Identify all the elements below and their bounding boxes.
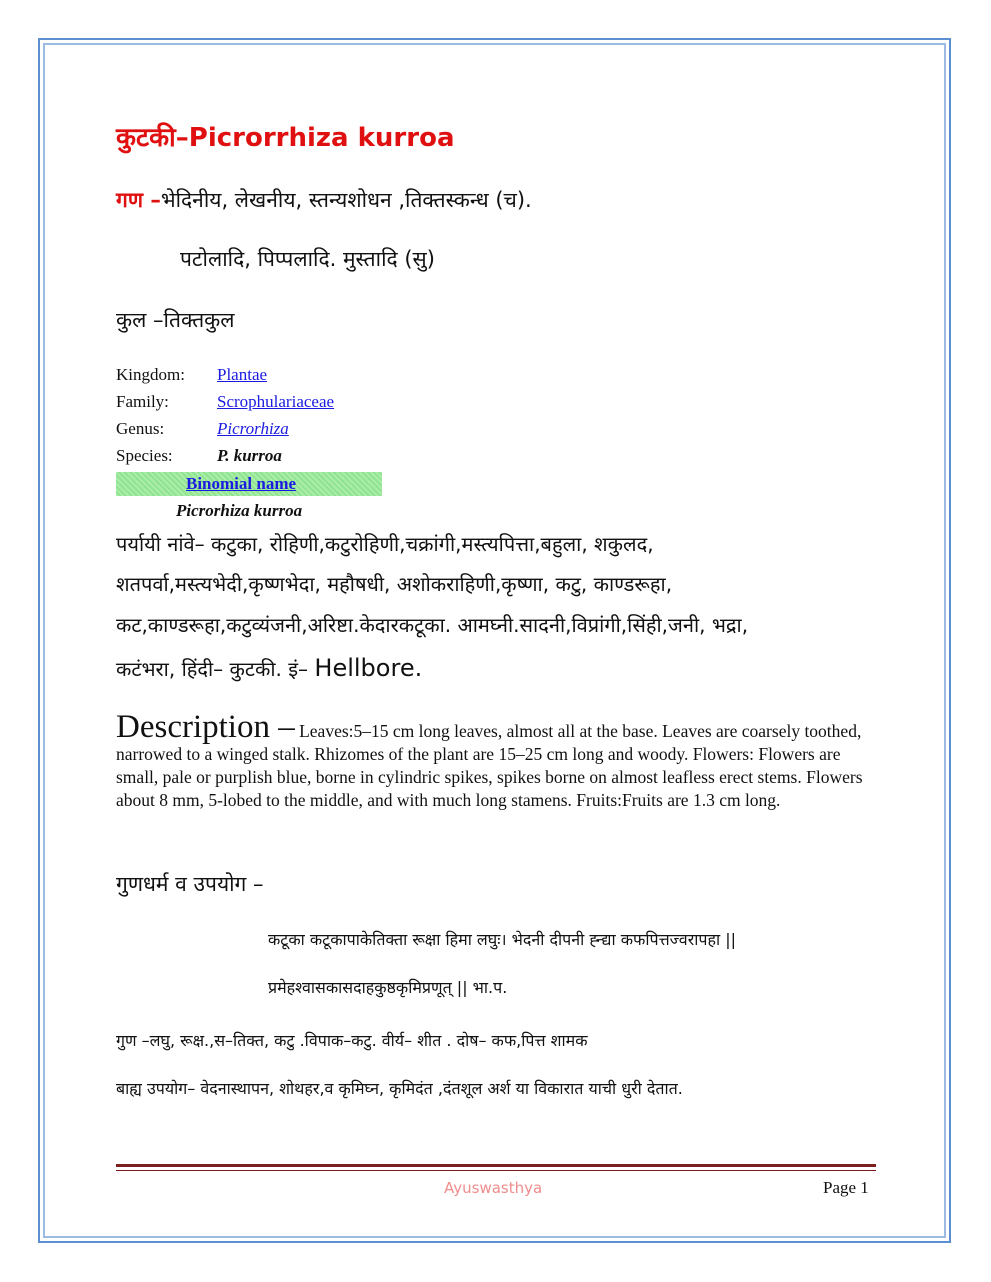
synonyms-line-4: [116, 654, 422, 682]
footer-rule-thick: [116, 1164, 876, 1167]
binomial-name-link[interactable]: Binomial name: [186, 474, 297, 493]
synonyms-line-3: कट,काण्डरूहा,कटुव्यंजनी,अरिष्टा.केदारकटूका. आमघ्नी.सादनी,विप्रांगी,सिंही,जनी, भद्रा,: [116, 613, 749, 637]
taxonomy-row-genus: [116, 419, 289, 439]
synonyms-english: Hellbore.: [314, 654, 423, 682]
kul-line: कुल –तिक्तकुल: [116, 308, 235, 332]
kingdom-link[interactable]: Plantae: [217, 365, 268, 384]
taxonomy-key: Family:: [116, 392, 169, 411]
shloka-line-2: प्रमेहश्वासकासदाहकुष्ठकृमिप्रणूत् || भा.प.: [268, 978, 508, 997]
taxonomy-key: Kingdom:: [116, 365, 185, 384]
taxonomy-row-family: [116, 392, 334, 412]
gana-text: भेदिनीय, लेखनीय, स्तन्यशोधन ,तिक्तस्कन्ध (च).: [160, 188, 532, 212]
properties-heading: गुणधर्म व उपयोग –: [116, 872, 264, 896]
binomial-name-value: Picrorhiza kurroa: [176, 501, 303, 520]
species-value: P. kurroa: [217, 446, 282, 465]
page-border-inner: [43, 43, 946, 1238]
page-number: Page 1: [823, 1178, 869, 1197]
page-title: कुटकी–Picrorrhiza kurroa: [116, 123, 455, 153]
footer-brand: Ayuswasthya: [444, 1179, 543, 1197]
gana-line-2: पटोलादि, पिप्पलादि. मुस्तादि (सु): [180, 247, 435, 271]
gana-label: गण –: [116, 188, 161, 212]
family-link[interactable]: Scrophulariaceae: [217, 392, 335, 411]
shloka-line-1: कटूका कटूकापाकेतिक्ता रूक्षा हिमा लघुः। भेदनी दीपनी ह्न्द्या कफपित्तज्वरापहा ||: [268, 930, 736, 949]
description-heading: Description –: [116, 709, 295, 745]
taxonomy-row-kingdom: [116, 365, 267, 385]
footer-rule-thin: [116, 1170, 876, 1171]
synonyms-line-1: पर्यायी नांवे– कटुका, रोहिणी,कटुरोहिणी,चक्रांगी,मस्त्यपित्ता,बहुला, शकुलद,: [116, 532, 654, 556]
gana-line: [116, 186, 532, 214]
taxonomy-key: Species:: [116, 446, 173, 465]
taxonomy-key: Genus:: [116, 419, 165, 438]
synonyms-line-2: शतपर्वा,मस्त्यभेदी,कृष्णभेदा, महौषधी, अशोकराहिणी,कृष्णा, कटु, काण्डरूहा,: [116, 572, 673, 596]
guna-line: गुण –लघु, रूक्ष.,स–तिक्त, कटु .विपाक–कटु. वीर्य– शीत . दोष– कफ,पित्त शामक: [116, 1031, 588, 1050]
external-use-line: बाह्य उपयोग– वेदनास्थापन, शोथहर,व कृमिघ्न, कृमिदंत ,दंतशूल अर्श या विकारात याची धुरी देतात.: [116, 1079, 683, 1098]
description-paragraph: [116, 709, 866, 812]
description-text: Leaves:5–15 cm long leaves, almost all at the base. Leaves are coarsely toothed, narrowed to a winged stalk. Rhizomes of the plant are 15–25 cm long and woody. Flowers: Flowers are small, pale or purplish blue, borne in cylindric spikes, spikes borne on almost leafless erect stems. Flowers about 8 mm, 5-lobed to the middle, and with much long stamens. Fruits:Fruits are 1.3 cm long.: [116, 721, 863, 810]
synonyms-hindi: कटंभरा, हिंदी– कुटकी. इं–: [116, 657, 315, 681]
taxonomy-row-species: [116, 446, 282, 466]
genus-link[interactable]: Picrorhiza: [217, 419, 289, 438]
